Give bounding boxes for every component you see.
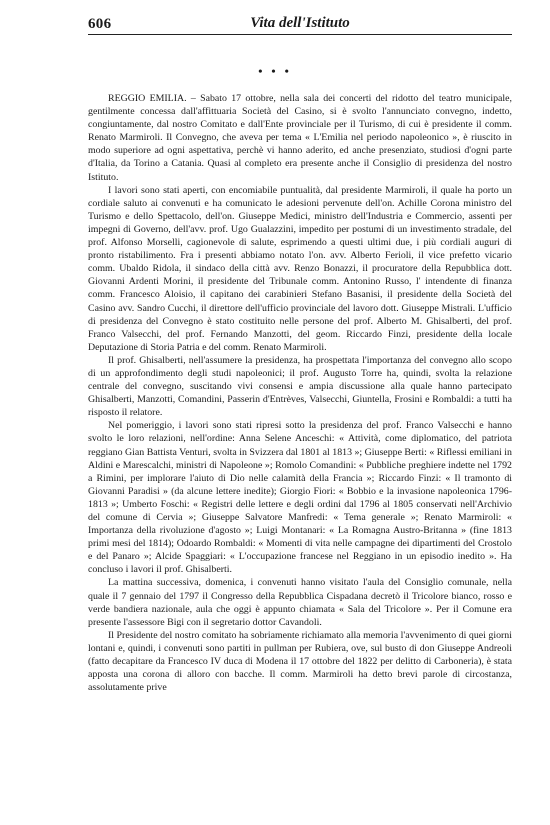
paragraph-opening-session: I lavori sono stati aperti, con encomiabile puntualità, dal presidente Marmiroli, il quale ha porto un cordiale saluto ai convenuti e ha comunicato le adesioni pervenute dell'on. Achille Corona ministro del Turismo e dello Spettacolo, dell'on. Giuseppe Medici, ministro dell'Industria e Commercio, assenti per impegni di Governo, dell'avv. prof. Ugo Gualazzini, impedito per postumi di un investimento stradale, del prof. Alfonso Morselli, cagionevole di salute, esprimendo a questi ultimi due, i più cordiali auguri di pronto ristabilimento. Fra i presenti abbiamo notato l'on. avv. Alberto Ferioli, il vice prefetto vicario comm. Ubaldo Ridola, il sindaco della città avv. Renzo Bonazzi, il procuratore della Repubblica dott. Giovanni Ardenti Morini, il presidente del Tribunale comm. Antonino Russo, l' intendente di finanza comm. Francesco Aloisio, il capitano dei carabinieri Stefano Basanisi, il presidente della Società del Casino avv. Sandro Cucchi, il direttore dell'ufficio provinciale del lavoro dott. Giuseppe Mistrali. L'ufficio di presidenza del Convegno è stato costituito nelle persone del prof. Alberto M. Ghisalberti, del prof. Franco Valsecchi, del prof. Fernando Manzotti, del geom. Riccardo Finzi, presidente della locale Deputazione di Storia Patria e del comm. Renato Marmiroli.	[88, 184, 512, 353]
page-header	[88, 14, 512, 35]
article-body	[88, 92, 512, 694]
paragraph-afternoon-reports: Nel pomeriggio, i lavori sono stati ripresi sotto la presidenza del prof. Franco Valsecchi e hanno svolto le loro relazioni, nell'ordine: Anna Selene Anceschi: « Attività, come diplomatico, del patriota reggiano Gian Battista Venturi, svolta in Svizzera dal 1801 al 1813 »; Giuseppe Berti: « Riflessi emiliani in Aldini e Marescalchi, ministri di Napoleone »; Romolo Comandini: « Pubbliche preghiere indette nel 1792 a Rimini, per implorare l'aiuto di Dio nelle calamità della Francia »; Riccardo Finzi: « Il tramonto di Giovanni Paradisi » (da alcune lettere inedite); Giorgio Fiori: « Bobbio e la invasione napoleonica 1796-1813 »; Umberto Foschi: « Registri delle lettere e degli ordini dal 1796 al 1805 conservati nell'Archivio del comune di Cervia »; Giuseppe Salvatore Manfredi: « Tema generale »; Renato Marmiroli: « Importanza della rivoluzione d'agosto »; Luigi Montanari: « La Romagna Austro-Britanna » (fine 1813 primi mesi del 1814); Odoardo Rombaldi: « Momenti di vita nelle campagne dei dipartimenti del Crostolo e del Panaro »; Alcide Spaggiari: « L'occupazione francese nel Reggiano in un episodio inedito ». Ha concluso i lavori il prof. Ghisalberti.	[88, 420, 512, 576]
running-title: Vita dell'Istituto	[250, 15, 350, 31]
paragraph-reggio-emilia-intro: REGGIO EMILIA. – Sabato 17 ottobre, nella sala dei concerti del ridotto del teatro municipale, gentilmente concessa dall'affittuaria Società del Casino, si è svolto l'annunciato convegno, indetto, congiuntamente, dal nostro Comitato e dall'Ente provinciale per il Turismo, di cui è presidente il comm. Renato Marmiroli. Il Convegno, che aveva per tema « L'Emilia nel periodo napoleonico », è riuscito in modo superiore ad ogni aspettativa, perchè vi hanno aderito, ed anche presenziato, studiosi d'ogni parte d'Italia, da Torino a Catania. Quasi al completo era presente anche il Consiglio di presidenza del nostro Istituto.	[88, 93, 512, 183]
paragraph-sunday-visit: La mattina successiva, domenica, i convenuti hanno visitato l'aula del Consiglio comunale, nella quale il 7 gennaio del 1797 il Congresso della Repubblica Cispadana decretò il Tricolore bianco, rosso e verde bandiera nazionale, aula che oggi è appunto chiamata « Sala del Tricolore ». Per il Comune era presente l'assessore Bigi con il segretario dottor Cavandoli.	[88, 577, 512, 628]
paragraph-rubiera-ceremony: Il Presidente del nostro comitato ha sobriamente richiamato alla memoria l'avvenimento di quei giorni lontani e, quindi, i convenuti sono partiti in pullman per Rubiera, ove, sul busto di don Giuseppe Andreoli (fatto decapitare da Francesco IV duca di Modena il 17 ottobre del 1822 per delitto di Carboneria), è stata apposta una corona di alloro con bacche. Il comm. Marmiroli ha detto brevi parole di circostanza, assolutamente prive	[88, 629, 512, 694]
page-number: 606	[88, 16, 112, 32]
paragraph-central-report: Il prof. Ghisalberti, nell'assumere la presidenza, ha prospettata l'importanza del convegno allo scopo di un approfondimento degli studi napoleonici; il prof. Augusto Torre ha, quindi, svolta la relazione centrale del convegno, suscitando vivi consensi e ampia discussione alla quale hanno partecipato Ghisalberti, Manzotti, Comandini, Passerin d'Entrèves, Valsecchi, Giuntella, Frosini e Rombaldi: a tutti ha risposto il relatore.	[88, 354, 512, 419]
section-separator: • • •	[258, 64, 292, 78]
